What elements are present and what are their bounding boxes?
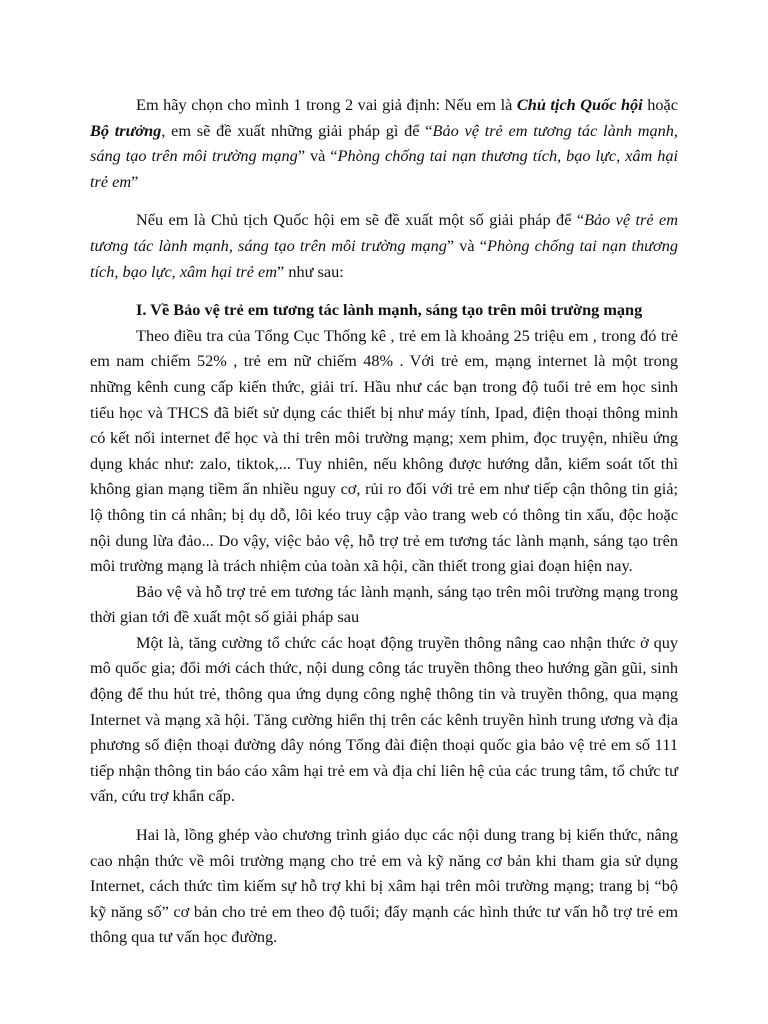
body-paragraph-solution-one: Một là, tăng cường tổ chức các hoạt động truyền thông nâng cao nhận thức ở quy mô quốc gia; đổi mới cách thức, nội dung công tác truyền thông theo hướng gần gũi, sinh động để thu hút trẻ, thông qua ứng dụng công nghệ thông tin và truyền thông, qua mạng Internet và mạng xã hội. Tăng cường hiển thị trên các kênh truyền hình trung ương và địa phương số điện thoại đường dây nóng Tổng đài điện thoại quốc gia bảo vệ trẻ em số 111 tiếp nhận thông tin báo cáo xâm hại trẻ em và địa chỉ liên hệ của các trung tâm, tổ chức tư vấn, cứu trợ khẩn cấp. [90, 632, 678, 806]
answer-quote-2: Phòng chống tai nạn thương tích, bạo lực, xâm hại trẻ em [90, 235, 679, 281]
section-heading: I. Về Bảo vệ trẻ em tương tác lành mạnh, sáng tạo trên môi trường mạng [136, 300, 643, 320]
intro-text-4: ” và “ [297, 146, 338, 166]
body-paragraph-proposal: Bảo vệ và hỗ trợ trẻ em tương tác lành mạnh, sáng tạo trên môi trường mạng trong thời gian tới đề xuất một số giải pháp sau [90, 581, 678, 627]
intro-text-3: , em sẽ đề xuất những giải pháp gì để “ [161, 120, 433, 140]
intro-quote-1: Bảo vệ trẻ em tương tác lành mạnh, sáng tạo trên môi trường mạng [90, 120, 678, 166]
intro-paragraph [90, 92, 678, 194]
body-paragraph-statistics: Theo điều tra của Tổng Cục Thống kê , trẻ em là khoảng 25 triệu em , trong đó trẻ em nam chiếm 52% , trẻ em nữ chiếm 48% . Với trẻ em, mạng internet là một trong những kênh cung cấp kiến thức, giải trí. Hầu như các bạn trong độ tuổi trẻ em học sinh tiểu học và THCS đã biết sử dụng các thiết bị như máy tính, Ipad, điện thoại thông minh có kết nối internet để học và thi trên môi trường mạng; xem phim, đọc truyện, nhiều ứng dụng khác như: zalo, tiktok,... Tuy nhiên, nếu không được hướng dẫn, kiểm soát tốt thì không gian mạng tiềm ẩn nhiều nguy cơ, rủi ro đối với trẻ em như tiếp cận thông tin giả; lộ thông tin cá nhân; bị dụ dỗ, lôi kéo truy cập vào trang web có thông tin xấu, độc hoặc nội dung lừa đảo... Do vậy, việc bảo vệ, hỗ trợ trẻ em tương tác lành mạnh, sáng tạo trên môi trường mạng là trách nhiệm của toàn xã hội, cần thiết trong giai đoạn hiện nay. [90, 325, 678, 576]
answer-text-3: ” như sau: [277, 261, 344, 281]
answer-text-1: Nếu em là Chủ tịch Quốc hội em sẽ đề xuất một số giải pháp để “ [136, 210, 585, 230]
intro-text-5: ” [131, 171, 139, 191]
answer-paragraph [90, 207, 678, 284]
document-page [90, 92, 678, 950]
answer-quote-1: Bảo vệ trẻ em tương tác lành mạnh, sáng tạo trên môi trường mạng [90, 210, 679, 255]
intro-text-1: Em hãy chọn cho mình 1 trong 2 vai giả định: Nếu em là [136, 95, 517, 114]
intro-quote-2: Phòng chống tai nạn thương tích, bạo lực, xâm hại trẻ em [90, 146, 679, 191]
answer-text-2: ” và “ [446, 235, 487, 255]
intro-role-1: Chủ tịch Quốc hội [516, 95, 643, 114]
body-paragraph-solution-two: Hai là, lồng ghép vào chương trình giáo dục các nội dung trang bị kiến thức, nâng cao nhận thức về môi trường mạng cho trẻ em và kỹ năng cơ bản khi tham gia sử dụng Internet, cách thức tìm kiếm sự hỗ trợ khi bị xâm hại trên môi trường mạng; trang bị “bộ kỹ năng số” cơ bản cho trẻ em theo độ tuổi; đẩy mạnh các hình thức tư vấn hỗ trợ trẻ em thông qua tư vấn học đường. [90, 825, 678, 947]
intro-text-2: hoặc [642, 95, 678, 114]
intro-role-2: Bộ trưởng [90, 120, 162, 140]
